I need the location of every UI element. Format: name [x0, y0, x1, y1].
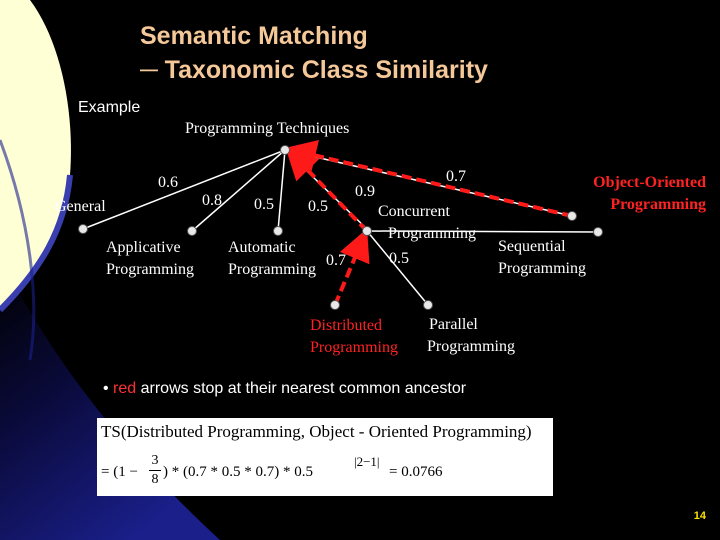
edge-root-general: [83, 150, 285, 229]
node-label-applicative: Applicative Programming: [106, 239, 194, 278]
red-edge-distributed-concurrent: [335, 236, 364, 305]
node-applicative: [188, 227, 197, 236]
node-label-general: General: [55, 198, 106, 215]
formula-exponent: |2−1|: [354, 454, 380, 469]
node-label-concurrent: Concurrent Programming: [378, 203, 476, 242]
bullet-text: [103, 380, 466, 398]
formula-box: [97, 418, 553, 496]
formula-frac-num: 3: [149, 452, 161, 471]
weight-applicative: 0.8: [202, 192, 222, 209]
example-label: Example: [78, 99, 141, 116]
weight-automatic-child: 0.7: [326, 252, 346, 269]
edge-root-automatic: [278, 150, 285, 231]
weight-concurrent-red: 0.9: [355, 183, 375, 200]
weight-objectoriented: 0.7: [446, 168, 466, 185]
bullet-rest: arrows stop at their nearest common ancestor: [136, 380, 467, 397]
slide-title-line2: ─ Taxonomic Class Similarity: [140, 56, 488, 84]
node-sequential: [594, 228, 603, 237]
formula-result: = 0.0766: [389, 464, 443, 480]
node-parallel: [424, 301, 433, 310]
node-label-root: Programming Techniques: [185, 120, 350, 137]
tree-nodes: [79, 146, 603, 310]
weight-automatic: 0.5: [254, 196, 274, 213]
node-objectoriented: [568, 212, 577, 221]
bullet-red-word: red: [113, 380, 137, 397]
formula-line1: TS(Distributed Programming, Object - Oriented Programming): [101, 422, 532, 441]
node-label-automatic: Automatic Programming: [228, 239, 316, 278]
formula-mid: ) * (0.7 * 0.5 * 0.7) * 0.5: [163, 464, 313, 480]
formula-frac-den: 8: [151, 472, 159, 487]
weight-sequential: 0.5: [389, 250, 409, 267]
node-label-parallel: Parallel Programming: [427, 316, 515, 355]
formula-prefix: = (1 −: [101, 464, 138, 480]
weight-general: 0.6: [158, 174, 178, 191]
node-distributed: [331, 301, 340, 310]
slide-title-line1: Semantic Matching: [140, 22, 368, 50]
edge-root-applicative: [192, 150, 285, 231]
node-label-distributed: Distributed Programming: [310, 317, 398, 356]
node-label-objectoriented: Object-Oriented Programming: [593, 174, 706, 213]
node-concurrent: [363, 227, 372, 236]
node-general: [79, 225, 88, 234]
node-label-sequential: Sequential Programming: [498, 238, 586, 277]
bullet-dot: •: [103, 380, 114, 397]
node-root: [281, 146, 290, 155]
weight-concurrent: 0.5: [308, 198, 328, 215]
page-number: 14: [693, 510, 706, 522]
formula-fraction: [149, 452, 161, 489]
node-automatic: [274, 227, 283, 236]
